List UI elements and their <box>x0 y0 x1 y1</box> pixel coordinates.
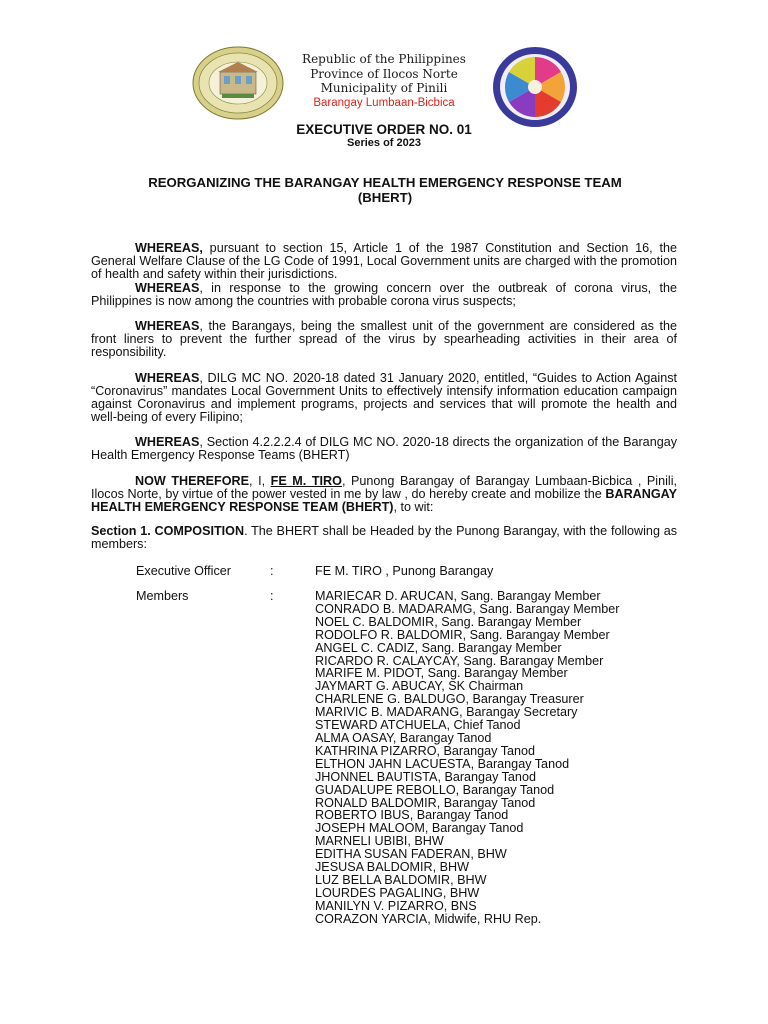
municipal-seal-icon <box>192 46 284 120</box>
team-name: BARANGAY HEALTH EMERGENCY RESPONSE TEAM (BHERT) <box>91 486 677 514</box>
member-item: RICARDO R. CALAYCAY, Sang. Barangay Member <box>315 653 604 668</box>
members-list <box>315 590 619 926</box>
colon-separator: : <box>270 564 274 578</box>
members-label: Members <box>136 589 189 603</box>
member-item: MARIVIC B. MADARANG, Barangay Secretary <box>315 705 578 720</box>
member-item: LUZ BELLA BALDOMIR, BHW <box>315 872 487 887</box>
member-item: MARIFE M. PIDOT, Sang. Barangay Member <box>315 666 568 681</box>
section-1-text: . The BHERT shall be Headed by the Punong Barangay, with the following as members: <box>91 524 677 551</box>
now-text-b: , Punong Barangay of Barangay Lumbaan-Bicbica , Pinili, Ilocos Norte, by virtue of the power vested in me by law , do hereby create and mobilize the <box>91 474 678 501</box>
municipality-line: Municipality of Pinili <box>320 81 448 95</box>
section-1-paragraph <box>91 525 677 551</box>
section-1-heading: Section 1. COMPOSITION <box>91 524 245 538</box>
member-item: MARIECAR D. ARUCAN, Sang. Barangay Member <box>315 589 601 603</box>
whereas-text: , in response to the growing concern over the outbreak of corona virus, the Philippines is now among the countries with probable corona virus suspects; <box>91 281 677 308</box>
whereas-keyword: WHEREAS <box>135 281 200 295</box>
member-item: ELTHON JAHN LACUESTA, Barangay Tanod <box>315 756 570 771</box>
punong-barangay-name: FE M. TIRO <box>270 474 342 488</box>
member-item: MARNELI UBIBI, BHW <box>315 834 444 849</box>
member-item: GUADALUPE REBOLLO, Barangay Tanod <box>315 782 555 797</box>
barangay-seal-icon <box>492 46 578 128</box>
member-item: EDITHA SUSAN FADERAN, BHW <box>315 847 507 862</box>
whereas-keyword: WHEREAS <box>135 435 200 449</box>
whereas-keyword: WHEREAS <box>135 319 200 333</box>
colon-separator: : <box>270 589 274 603</box>
document-title <box>95 175 675 205</box>
now-therefore-paragraph <box>91 475 677 514</box>
whereas-text: pursuant to section 15, Article 1 of the 1987 Constitution and Section 16, the General Welfare Clause of the LG Code of 1991, Local Government units are charged with the promotion of health and safety within their jurisdictions. <box>91 241 677 281</box>
member-item: JAYMART G. ABUCAY, SK Chairman <box>315 679 524 694</box>
member-item: CORAZON YARCIA, Midwife, RHU Rep. <box>315 911 542 926</box>
whereas-keyword: WHEREAS, <box>135 241 203 255</box>
now-therefore-keyword: NOW THEREFORE <box>135 474 250 488</box>
whereas-paragraph-3 <box>91 320 677 359</box>
now-text-a: , I, <box>249 474 271 488</box>
order-series: Series of 2023 <box>347 137 421 149</box>
title-line-1: REORGANIZING THE BARANGAY HEALTH EMERGENCY RESPONSE TEAM <box>148 175 622 190</box>
whereas-paragraph-5 <box>91 436 677 462</box>
title-line-2: (BHERT) <box>357 190 413 205</box>
member-item: RONALD BALDOMIR, Barangay Tanod <box>315 795 536 810</box>
whereas-text: , Section 4.2.2.2.4 of DILG MC NO. 2020-18 directs the organization of the Barangay Health Emergency Response Teams (BHERT) <box>91 435 677 462</box>
member-item: CHARLENE G. BALDUGO, Barangay Treasurer <box>315 692 584 707</box>
member-item: NOEL C. BALDOMIR, Sang. Barangay Member <box>315 614 582 629</box>
republic-line: Republic of the Philippines <box>302 52 466 66</box>
member-item: LOURDES PAGALING, BHW <box>315 885 480 900</box>
now-text-c: , to wit: <box>393 499 434 514</box>
executive-officer-value: FE M. TIRO , Punong Barangay <box>315 564 494 578</box>
member-item: KATHRINA PIZARRO, Barangay Tanod <box>315 743 536 758</box>
member-item: JHONNEL BAUTISTA, Barangay Tanod <box>315 769 536 784</box>
whereas-keyword: WHEREAS <box>135 371 200 385</box>
whereas-paragraph-4 <box>91 372 677 424</box>
barangay-line: Barangay Lumbaan-Bicbica <box>313 96 455 109</box>
member-item: STEWARD ATCHUELA, Chief Tanod <box>315 718 521 733</box>
member-item: RODOLFO R. BALDOMIR, Sang. Barangay Member <box>315 627 610 642</box>
member-item: MANILYN V. PIZARRO, BNS <box>315 898 477 913</box>
whereas-text: , the Barangays, being the smallest unit of the government are considered as the front liners to prevent the further spread of the virus by spearheading activities in their area of responsibility. <box>91 319 677 359</box>
member-item: ROBERTO IBUS, Barangay Tanod <box>315 808 509 823</box>
whereas-paragraph-2 <box>91 282 677 308</box>
member-item: JOSEPH MALOOM, Barangay Tanod <box>315 821 524 836</box>
member-item: ANGEL C. CADIZ, Sang. Barangay Member <box>315 640 562 655</box>
executive-officer-label: Executive Officer <box>136 564 231 578</box>
province-line: Province of Ilocos Norte <box>310 66 458 81</box>
whereas-text: , DILG MC NO. 2020-18 dated 31 January 2020, entitled, “Guides to Action Against “Coronavirus” mandates Local Government Units to effectively intensify information education campaign against Coronavirus and implement programs, projects and services that will promote the health and well-being of every Filipino; <box>91 371 677 424</box>
member-item: CONRADO B. MADARAMG, Sang. Barangay Member <box>315 601 620 616</box>
order-number: EXECUTIVE ORDER NO. 01 <box>296 122 472 137</box>
whereas-paragraph-1 <box>91 242 677 281</box>
member-item: JESUSA BALDOMIR, BHW <box>315 860 469 875</box>
member-item: ALMA OASAY, Barangay Tanod <box>315 730 492 745</box>
